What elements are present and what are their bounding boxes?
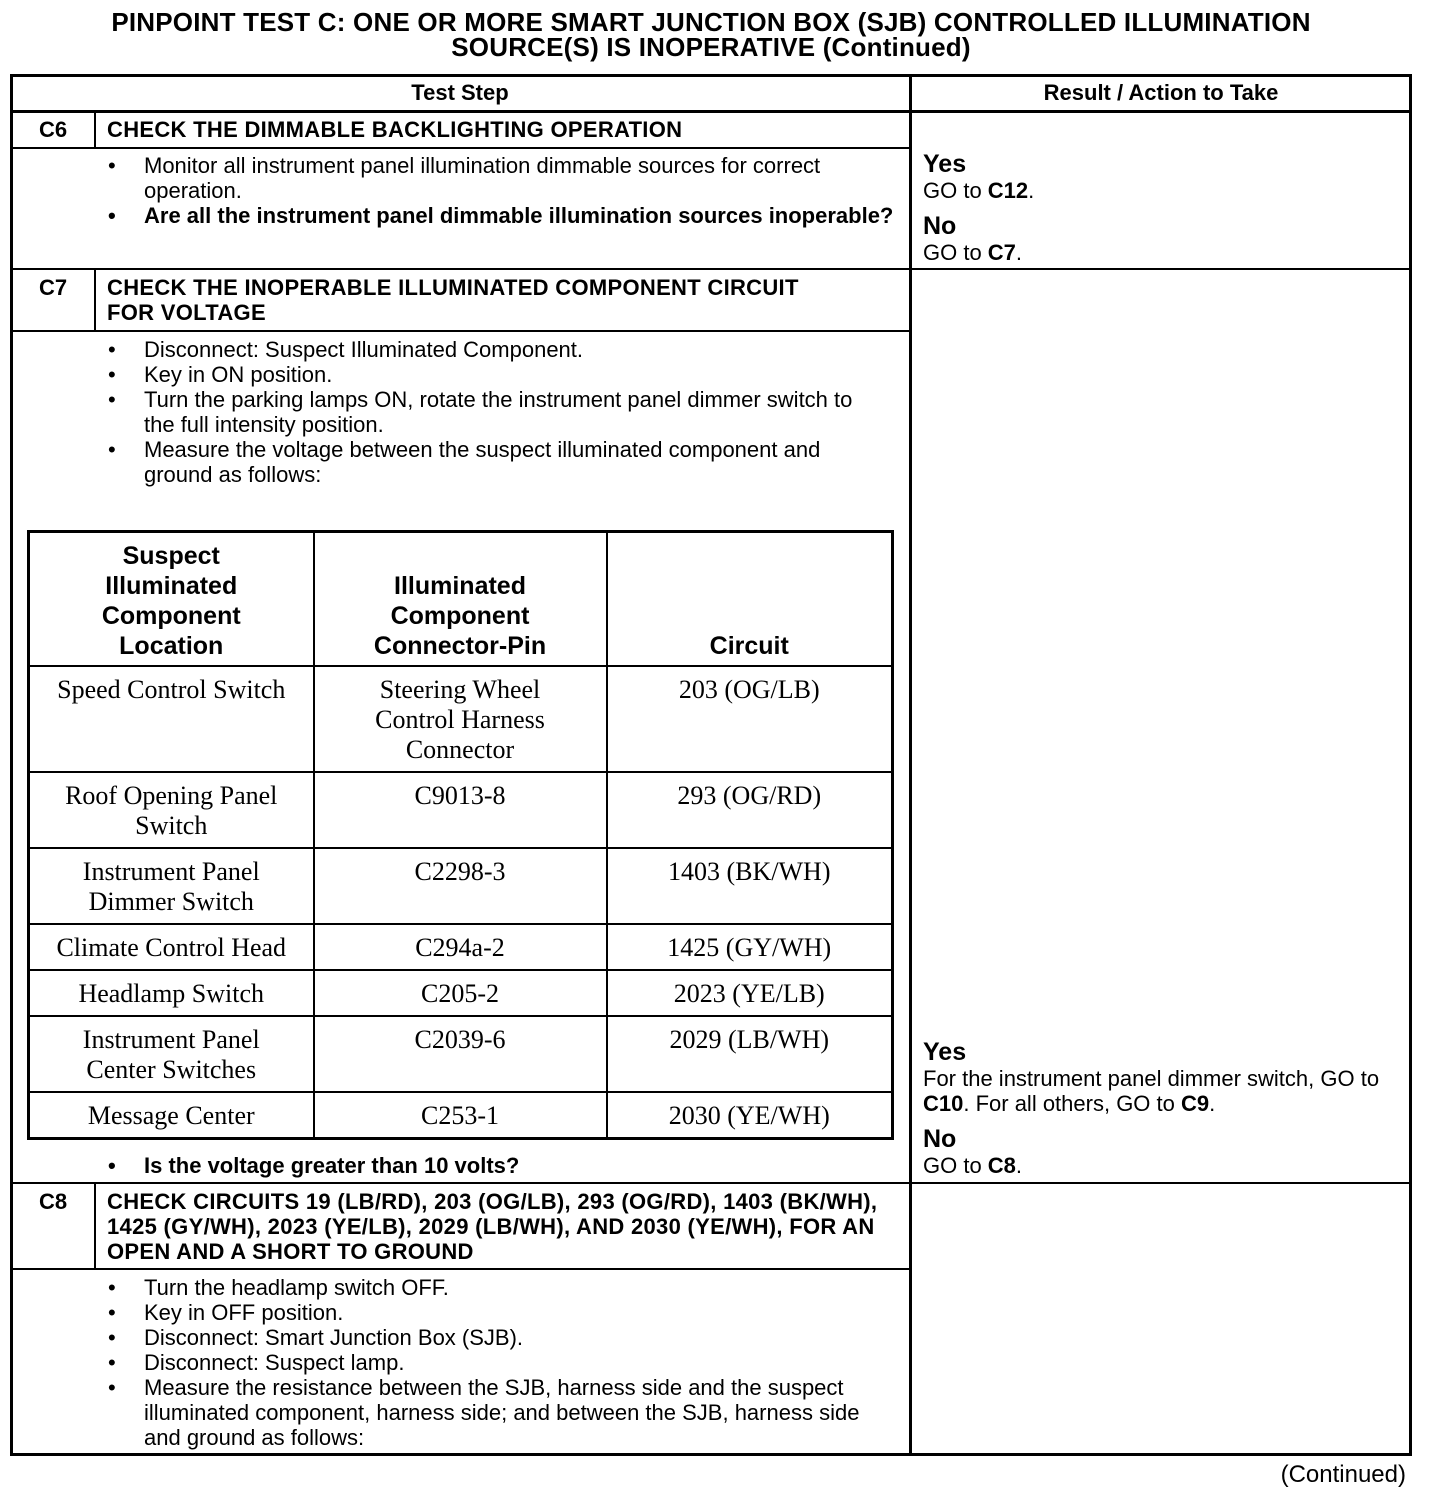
col-header-location: Suspect Illuminated Component Location	[29, 532, 314, 667]
col-header-circuit: Circuit	[607, 532, 893, 667]
table-cell: C253-1	[314, 1092, 607, 1139]
goto-c8-link[interactable]: C8	[987, 1153, 1016, 1178]
voltage-test-table	[27, 530, 894, 1140]
header-result: Result / Action to Take	[1043, 80, 1279, 105]
page-title	[0, 7, 1422, 62]
c6-title-divider	[10, 147, 911, 149]
table-cell: Instrument Panel Center Switches	[29, 1016, 314, 1092]
table-cell: 203 (OG/LB)	[607, 666, 893, 772]
header-test-step: Test Step	[411, 80, 509, 105]
no-action: GO to C7.	[923, 240, 1023, 265]
c7-id-divider	[94, 269, 96, 332]
list-item: • Measure the voltage between the suspect illuminated component and ground as follows:	[108, 437, 888, 487]
table-row	[29, 772, 893, 848]
step-c7-id: C7	[38, 275, 68, 300]
yes-label: Yes	[923, 150, 967, 178]
step-c7-question	[108, 1153, 888, 1178]
step-c6-id: C6	[38, 117, 68, 142]
table-cell: C2039-6	[314, 1016, 607, 1092]
list-item: • Is the voltage greater than 10 volts?	[108, 1153, 888, 1178]
title-text: PINPOINT TEST C: ONE OR MORE SMART JUNCTION BOX (SJB) CONTROLLED ILLUMINATION SOURCE(S) IS INOPERATIVE (Continued)	[111, 7, 1311, 62]
table-cell: 2029 (LB/WH)	[607, 1016, 893, 1092]
table-cell: Steering Wheel Control Harness Connector	[314, 666, 607, 772]
table-cell: Instrument Panel Dimmer Switch	[29, 848, 314, 924]
no-label: No	[923, 1125, 957, 1153]
step-c7-title: CHECK THE INOPERABLE ILLUMINATED COMPONENT CIRCUIT FOR VOLTAGE	[107, 275, 799, 325]
table-cell: Message Center	[29, 1092, 314, 1139]
step-c7-bullets	[108, 337, 888, 487]
table-cell: 1425 (GY/WH)	[607, 924, 893, 970]
list-item: • Monitor all instrument panel illumination dimmable sources for correct operation.	[108, 153, 898, 203]
no-label: No	[923, 212, 957, 240]
table-header-row	[29, 532, 893, 667]
list-item: • Key in OFF position.	[108, 1300, 888, 1325]
yes-label: Yes	[923, 1038, 967, 1066]
table-row	[29, 970, 893, 1016]
continued-label: (Continued)	[1280, 1461, 1406, 1488]
c8-id-divider	[94, 1183, 96, 1270]
table-cell: Climate Control Head	[29, 924, 314, 970]
list-item: • Disconnect: Suspect Illuminated Component.	[108, 337, 888, 362]
c8-title-divider	[10, 1268, 911, 1270]
table-cell: 293 (OG/RD)	[607, 772, 893, 848]
table-cell: Speed Control Switch	[29, 666, 314, 772]
list-item: • Measure the resistance between the SJB, harness side and the suspect illuminated component, harness side; and between the SJB, harness side and ground as follows:	[108, 1375, 888, 1450]
list-item: • Disconnect: Smart Junction Box (SJB).	[108, 1325, 888, 1350]
goto-c12-link[interactable]: C12	[987, 178, 1029, 203]
step-c6-bullets	[108, 153, 898, 228]
table-cell: 2030 (YE/WH)	[607, 1092, 893, 1139]
column-divider	[909, 74, 912, 1456]
table-cell: 2023 (YE/LB)	[607, 970, 893, 1016]
table-cell: C9013-8	[314, 772, 607, 848]
list-item: • Key in ON position.	[108, 362, 888, 387]
table-cell: Headlamp Switch	[29, 970, 314, 1016]
table-row	[29, 848, 893, 924]
list-item: • Turn the headlamp switch OFF.	[108, 1275, 888, 1300]
col-header-connector-pin: Illuminated Component Connector-Pin	[314, 532, 607, 667]
table-row	[29, 924, 893, 970]
table-cell: C205-2	[314, 970, 607, 1016]
table-cell: 1403 (BK/WH)	[607, 848, 893, 924]
header-divider	[10, 110, 1412, 113]
table-row	[29, 1092, 893, 1139]
yes-action: GO to C12.	[923, 178, 1035, 203]
table-row	[29, 1016, 893, 1092]
yes-action: For the instrument panel dimmer switch, GO to C10. For all others, GO to C9.	[923, 1066, 1380, 1116]
table-cell: Roof Opening Panel Switch	[29, 772, 314, 848]
table-cell: C2298-3	[314, 848, 607, 924]
no-action: GO to C8.	[923, 1153, 1023, 1178]
step-c6-title: CHECK THE DIMMABLE BACKLIGHTING OPERATION	[107, 117, 683, 142]
goto-c9-link[interactable]: C9	[1181, 1091, 1210, 1116]
table-row	[29, 666, 893, 772]
list-item: • Turn the parking lamps ON, rotate the instrument panel dimmer switch to the full intensity position.	[108, 387, 888, 437]
c7-title-divider	[10, 330, 911, 332]
list-item: • Disconnect: Suspect lamp.	[108, 1350, 888, 1375]
step-c8-title: CHECK CIRCUITS 19 (LB/RD), 203 (OG/LB), 293 (OG/RD), 1403 (BK/WH), 1425 (GY/WH), 2023 (YE/LB), 2029 (LB/WH), AND 2030 (YE/WH), FOR AN OPEN AND A SHORT TO GROUND	[107, 1189, 878, 1264]
list-item: • Are all the instrument panel dimmable illumination sources inoperable?	[108, 203, 898, 228]
step-c7-result	[923, 1039, 1403, 1188]
goto-c10-link[interactable]: C10	[923, 1091, 964, 1116]
step-c8-bullets	[108, 1275, 888, 1450]
table-cell: C294a-2	[314, 924, 607, 970]
step-c8-id: C8	[38, 1189, 68, 1214]
step-c6-result	[923, 151, 1403, 275]
c6-id-divider	[94, 111, 96, 149]
goto-c7-link[interactable]: C7	[987, 240, 1016, 265]
